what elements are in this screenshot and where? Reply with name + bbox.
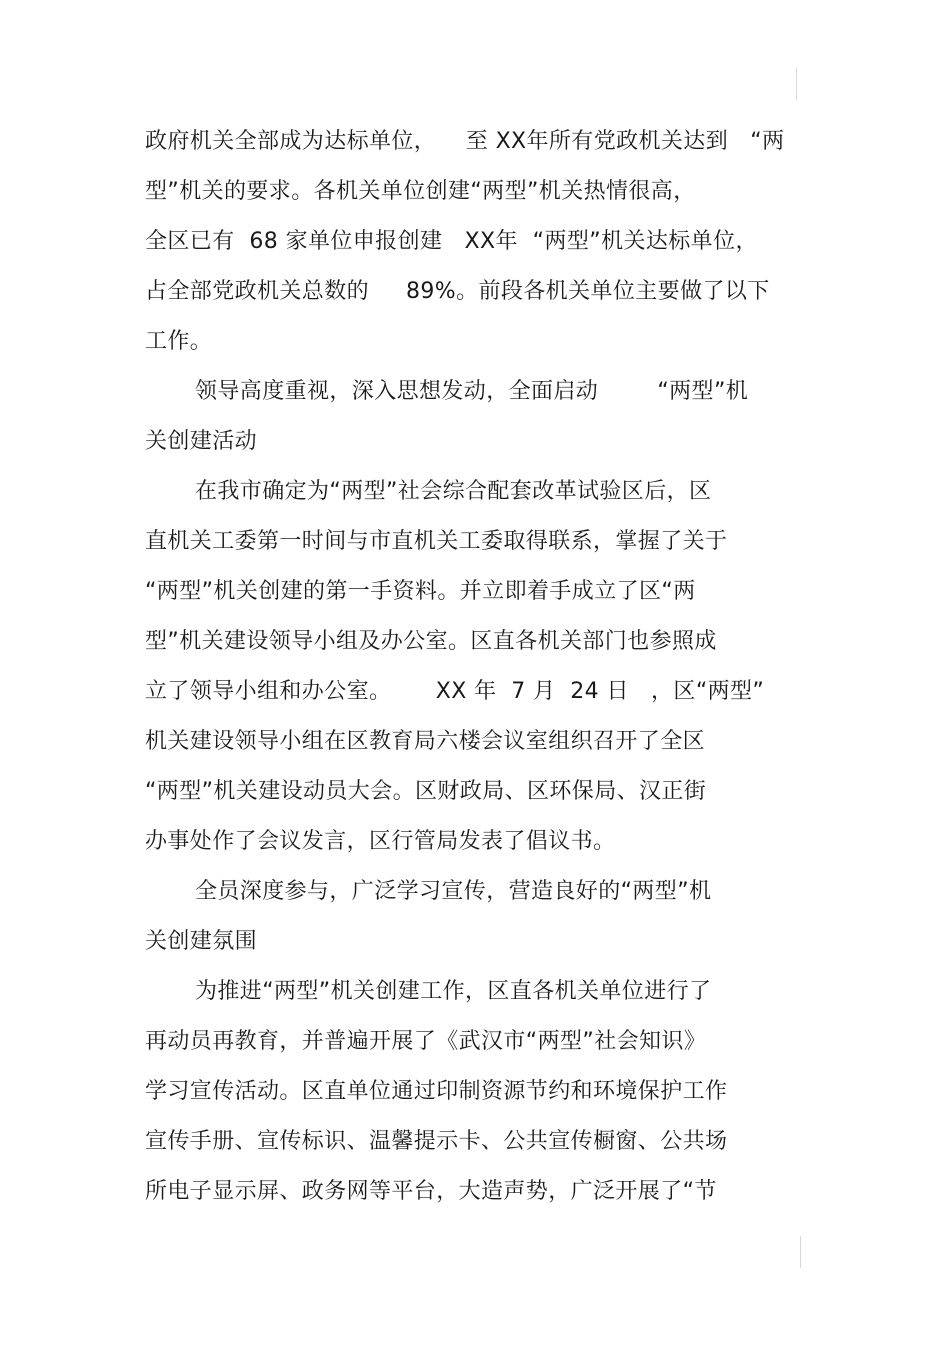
text-line: 政府机关全部成为达标单位， 至 XX年所有党政机关达到 “两	[145, 129, 785, 154]
text-line: 全区已有 68 家单位申报创建 XX年 “两型”机关达标单位，	[145, 229, 758, 254]
text-line: 在我市确定为“两型”社会综合配套改革试验区后，区	[195, 479, 712, 504]
text-line: 立了领导小组和办公室。 XX 年 7 月 24 日 ，区“两型”	[145, 679, 765, 704]
section-heading: 全员深度参与，广泛学习宣传，营造良好的“两型”机	[195, 879, 712, 904]
text-line: “两型”机关创建的第一手资料。并立即着手成立了区“两	[145, 579, 696, 604]
text-line: 再动员再教育，并普遍开展了《武汉市“两型”社会知识》	[145, 1029, 707, 1054]
text-line: 型”机关的要求。各机关单位创建“两型”机关热情很高，	[145, 179, 696, 204]
text-line: 工作。	[145, 329, 213, 354]
section-heading-continued: 关创建活动	[145, 429, 258, 454]
page-corner-mark-top	[796, 68, 797, 100]
text-line: 所电子显示屏、政务网等平台，大造声势，广泛开展了“节	[145, 1179, 717, 1204]
text-line: 学习宣传活动。区直单位通过印制资源节约和环境保护工作	[145, 1079, 728, 1104]
text-line: 宣传手册、宣传标识、温馨提示卡、公共宣传橱窗、公共场	[145, 1129, 728, 1154]
text-line: 办事处作了会议发言，区行管局发表了倡议书。	[145, 829, 616, 854]
section-heading: 领导高度重视，深入思想发动，全面启动 “两型”机	[195, 379, 749, 404]
text-line: 为推进“两型”机关创建工作，区直各机关单位进行了	[195, 979, 712, 1004]
section-heading-continued: 关创建氛围	[145, 929, 258, 954]
text-line: “两型”机关建设动员大会。区财政局、区环保局、汉正街	[145, 779, 707, 804]
text-line: 直机关工委第一时间与市直机关工委取得联系，掌握了关于	[145, 529, 728, 554]
page-corner-mark-bottom	[800, 1236, 801, 1268]
text-line: 占全部党政机关总数的 89%。前段各机关单位主要做了以下	[145, 279, 770, 304]
text-line: 型”机关建设领导小组及办公室。区直各机关部门也参照成	[145, 629, 717, 654]
text-line: 机关建设领导小组在区教育局六楼会议室组织召开了全区	[145, 729, 706, 754]
